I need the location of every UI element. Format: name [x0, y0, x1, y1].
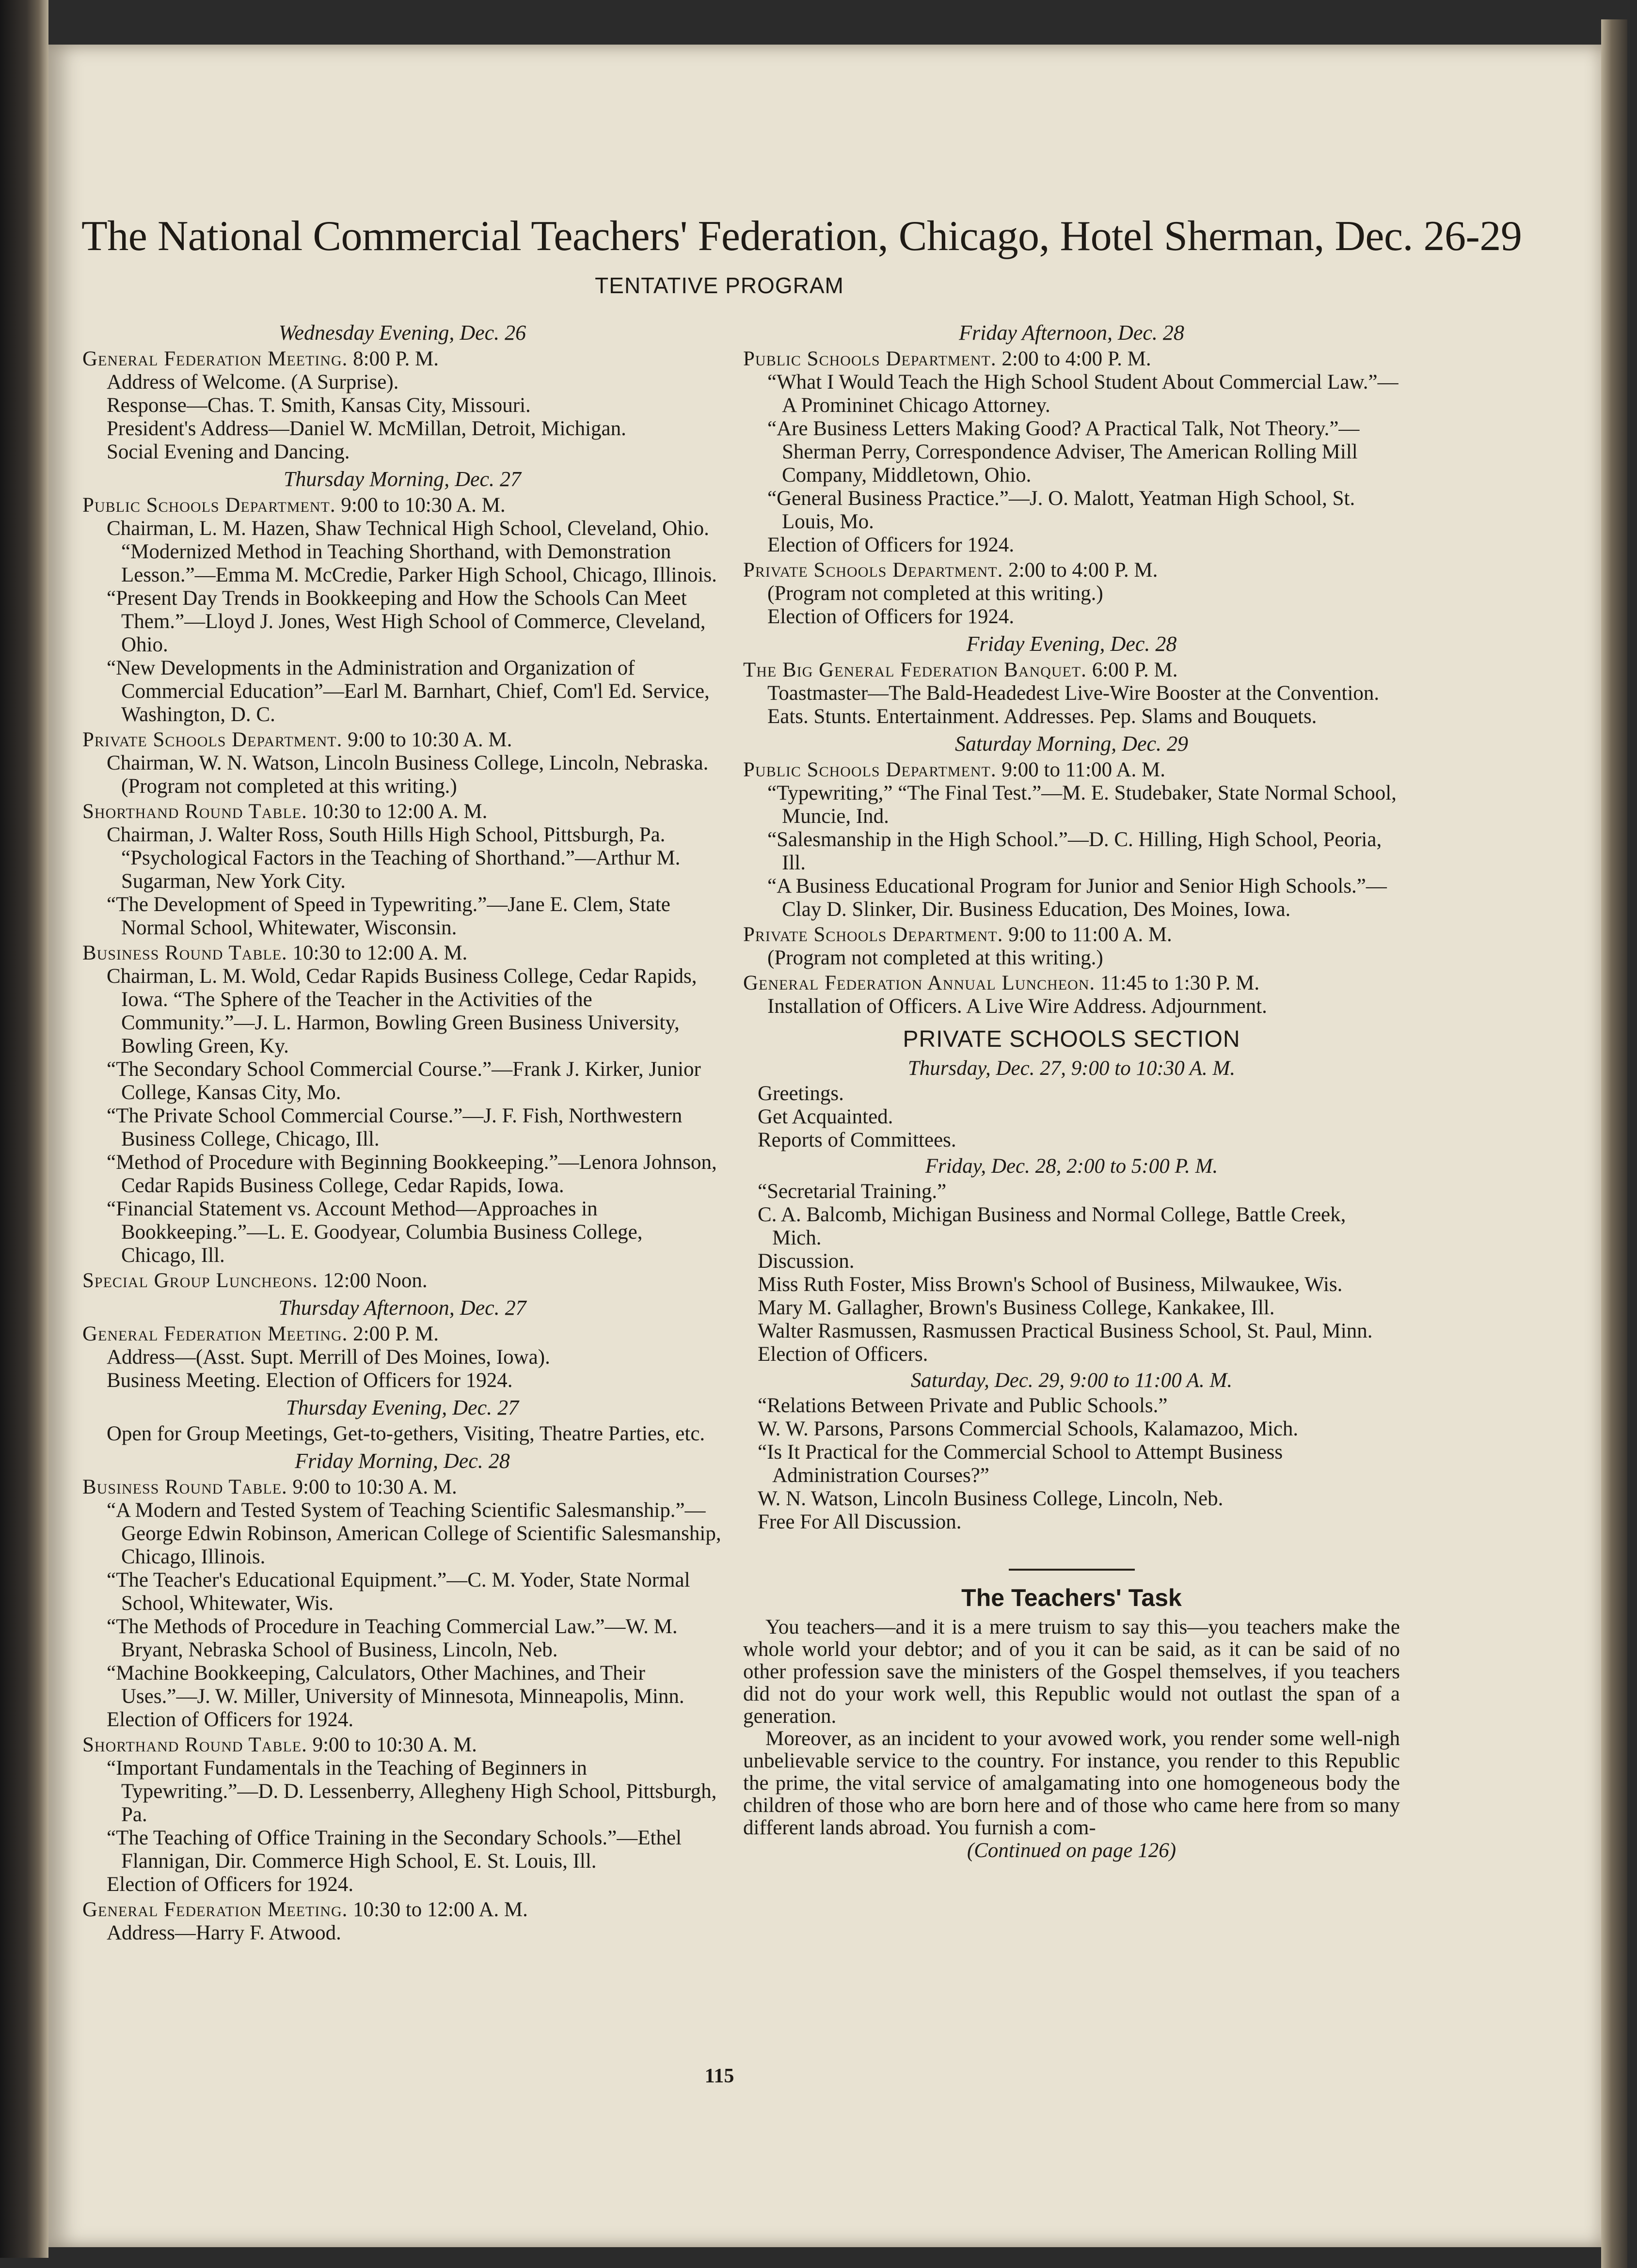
section-heading — [82, 728, 722, 752]
task-paragraph: You teachers—and it is a mere truism to say this—you teachers make the whole world your debtor; and of you it can be said, as it can be said of no other profession save the ministers of the Gospel themselves, if you teachers did not do your work well, this Republic would not outlast the span of a generation. — [743, 1616, 1400, 1728]
program-section — [82, 1476, 722, 1732]
program-item: “The Development of Speed in Typewriting.”—Jane E. Clem, State Normal School, Whitewater, Wisconsin. — [107, 893, 670, 939]
private-item: Get Acquainted. — [758, 1105, 893, 1128]
day-heading: Friday Afternoon, Dec. 28 — [959, 321, 1184, 345]
section-title: Private Schools Department. — [82, 728, 343, 751]
section-time: 12:00 Noon. — [318, 1269, 428, 1292]
program-item: “Present Day Trends in Bookkeeping and How the Schools Can Meet Them.”—Lloyd J. Jones, West High School of Commerce, Cleveland, Ohio. — [107, 587, 706, 656]
program-section — [743, 559, 1400, 629]
private-item: Mary M. Gallagher, Brown's Business College, Kankakee, Ill. — [758, 1296, 1275, 1319]
section-divider — [1009, 1569, 1135, 1571]
program-item: “Are Business Letters Making Good? A Practical Talk, Not Theory.”—Sherman Perry, Correspondence Adviser, The American Rolling Mill Company, Middletown, Ohio. — [767, 417, 1360, 487]
program-section — [82, 1323, 722, 1392]
program-item: “The Teaching of Office Training in the Secondary Schools.”—Ethel Flannigan, Dir. Commerce High School, E. St. Louis, Ill. — [107, 1827, 682, 1873]
section-heading — [743, 659, 1400, 682]
program-item: Open for Group Meetings, Get-to-gethers, Visiting, Theatre Parties, etc. — [107, 1422, 705, 1445]
program-section — [82, 942, 722, 1267]
program-subheader: TENTATIVE PROGRAM — [595, 273, 844, 298]
private-item: W. N. Watson, Lincoln Business College, Lincoln, Neb. — [758, 1487, 1224, 1510]
program-section — [82, 1733, 722, 1896]
section-time: 9:00 to 10:30 A. M. — [287, 1476, 457, 1498]
section-title: Private Schools Department. — [743, 923, 1003, 946]
program-item: “Machine Bookkeeping, Calculators, Other Machines, and Their Uses.”—J. W. Miller, University of Minnesota, Minneapolis, Minn. — [107, 1662, 684, 1708]
private-item: Reports of Committees. — [758, 1129, 956, 1151]
day-heading: Saturday Morning, Dec. 29 — [954, 732, 1189, 756]
section-title: Business Round Table. — [82, 1476, 287, 1498]
program-item: “The Teacher's Educational Equipment.”—C. M. Yoder, State Normal School, Whitewater, Wis. — [107, 1569, 690, 1615]
day-heading: Thursday Morning, Dec. 27 — [283, 467, 522, 491]
program-item: Election of Officers for 1924. — [767, 605, 1015, 628]
right-column-days — [743, 321, 1400, 1018]
private-item: Election of Officers. — [758, 1343, 928, 1366]
page-header: The National Commercial Teachers' Federation, Chicago, Hotel Sherman, Dec. 26-29 — [81, 213, 1522, 260]
section-heading — [82, 1898, 722, 1922]
private-item: Greetings. — [758, 1082, 844, 1105]
program-section — [82, 728, 722, 798]
private-item: W. W. Parsons, Parsons Commercial Schools, Kalamazoo, Mich. — [758, 1418, 1299, 1440]
section-time: 2:00 to 4:00 P. M. — [1003, 559, 1158, 582]
program-item: Toastmaster—The Bald-Headedest Live-Wire Booster at the Convention. — [767, 682, 1380, 705]
program-item: Chairman, W. N. Watson, Lincoln Business College, Lincoln, Nebraska. (Program not completed at this writing.) — [107, 752, 709, 798]
program-item: “Financial Statement vs. Account Method—Approaches in Bookkeeping.”—L. E. Goodyear, Columbia Business College, Chicago, Ill. — [107, 1197, 643, 1267]
program-section — [82, 494, 722, 726]
section-title: The Big General Federation Banquet. — [743, 659, 1087, 681]
program-item: “The Secondary School Commercial Course.”—Frank J. Kirker, Junior College, Kansas City, Mo. — [107, 1058, 701, 1104]
program-item: Social Evening and Dancing. — [107, 441, 350, 463]
section-title: Shorthand Round Table. — [82, 800, 307, 823]
section-title: General Federation Annual Luncheon. — [743, 972, 1096, 994]
private-item: Free For All Discussion. — [758, 1511, 962, 1533]
section-heading — [82, 800, 722, 823]
program-section — [82, 1422, 722, 1446]
section-time: 2:00 P. M. — [348, 1323, 439, 1345]
section-time: 11:45 to 1:30 P. M. — [1095, 972, 1260, 994]
program-item: “A Modern and Tested System of Teaching Scientific Salesmanship.”—George Edwin Robinson, American College of Scientific Salesmanship, Chicago, Illinois. — [107, 1499, 721, 1568]
program-section — [743, 347, 1400, 557]
page-number: 115 — [704, 2065, 734, 2087]
section-time: 10:30 to 12:00 A. M. — [287, 942, 468, 964]
section-time: 2:00 to 4:00 P. M. — [996, 347, 1151, 370]
section-heading — [82, 1733, 722, 1757]
program-section — [743, 659, 1400, 728]
day-heading: Friday Morning, Dec. 28 — [295, 1449, 510, 1473]
section-title: General Federation Meeting. — [82, 1898, 348, 1921]
program-item: (Program not completed at this writing.) — [767, 582, 1103, 605]
section-heading — [82, 1269, 722, 1292]
private-item: “Relations Between Private and Public Schools.” — [758, 1394, 1168, 1417]
section-title: General Federation Meeting. — [82, 347, 348, 370]
program-item: “Important Fundamentals in the Teaching of Beginners in Typewriting.”—D. D. Lessenberry, Allegheny High School, Pittsburgh, Pa. — [107, 1757, 717, 1826]
section-time: 9:00 to 10:30 A. M. — [342, 728, 512, 751]
program-section — [82, 347, 722, 464]
program-item: Installation of Officers. A Live Wire Address. Adjournment. — [767, 995, 1267, 1018]
private-item: “Secretarial Training.” — [758, 1180, 947, 1203]
program-item: “Salesmanship in the High School.”—D. C. Hilling, High School, Peoria, Ill. — [767, 828, 1382, 874]
section-title: Business Round Table. — [82, 942, 287, 964]
program-section — [743, 758, 1400, 921]
program-item: “Typewriting,” “The Final Test.”—M. E. Studebaker, State Normal School, Muncie, Ind. — [767, 782, 1397, 828]
teachers-task-body — [743, 1616, 1400, 1839]
section-title: Special Group Luncheons. — [82, 1269, 318, 1292]
program-item: “The Methods of Procedure in Teaching Commercial Law.”—W. M. Bryant, Nebraska School of Business, Lincoln, Neb. — [107, 1615, 678, 1661]
private-day-heading: Thursday, Dec. 27, 9:00 to 10:30 A. M. — [907, 1057, 1236, 1080]
task-paragraph: Moreover, as an incident to your avowed work, you render some well-nigh unbelievable service to the country. For instance, you render to this Republic the prime, the vital service of amalgamating into one homogeneous body the children of those who are born here and of those who came here from so many different lands abroad. You furnish a com- — [743, 1727, 1400, 1839]
program-item: Election of Officers for 1924. — [107, 1873, 354, 1896]
program-item: “Method of Procedure with Beginning Bookkeeping.”—Lenora Johnson, Cedar Rapids Business College, Cedar Rapids, Iowa. — [107, 1151, 717, 1197]
section-heading — [743, 347, 1400, 371]
section-heading — [743, 559, 1400, 582]
section-heading — [82, 1476, 722, 1499]
program-item: Chairman, L. M. Hazen, Shaw Technical High School, Cleveland, Ohio. “Modernized Method in Teaching Shorthand, with Demonstration Lesson.”—Emma M. McCredie, Parker High School, Chicago, Illinois. — [107, 517, 717, 586]
left-column — [82, 317, 722, 1945]
section-time: 8:00 P. M. — [348, 347, 439, 370]
program-item: Address of Welcome. (A Surprise). — [107, 371, 399, 394]
section-time: 9:00 to 11:00 A. M. — [1003, 923, 1172, 946]
program-item: Chairman, L. M. Wold, Cedar Rapids Business College, Cedar Rapids, Iowa. “The Sphere of the Teacher in the Activities of the Community.”—J. L. Harmon, Bowling Green Business University, Bowling Green, Ky. — [107, 965, 697, 1057]
section-time: 10:30 to 12:00 A. M. — [348, 1898, 528, 1921]
private-item: Miss Ruth Foster, Miss Brown's School of Business, Milwaukee, Wis. — [758, 1273, 1343, 1296]
section-heading — [743, 923, 1400, 946]
program-section — [82, 800, 722, 940]
section-heading — [82, 942, 722, 965]
program-item: Eats. Stunts. Entertainment. Addresses. Pep. Slams and Bouquets. — [767, 705, 1317, 728]
program-item: “What I Would Teach the High School Student About Commercial Law.”—A Promininet Chicago Attorney. — [767, 371, 1399, 417]
section-time: 9:00 to 11:00 A. M. — [996, 758, 1166, 781]
section-time: 9:00 to 10:30 A. M. — [335, 494, 506, 517]
section-heading — [82, 1323, 722, 1346]
program-section — [743, 923, 1400, 970]
private-item: “Is It Practical for the Commercial School to Attempt Business Administration Courses?” — [758, 1441, 1283, 1487]
program-item: Address—Harry F. Atwood. — [107, 1922, 341, 1944]
section-title: Public Schools Department. — [743, 347, 997, 370]
section-heading — [743, 758, 1400, 782]
private-section-title: PRIVATE SCHOOLS SECTION — [903, 1026, 1240, 1052]
section-time: 9:00 to 10:30 A. M. — [307, 1733, 477, 1756]
section-title: General Federation Meeting. — [82, 1323, 348, 1345]
private-item: C. A. Balcomb, Michigan Business and Normal College, Battle Creek, Mich. — [758, 1203, 1346, 1249]
program-item: Response—Chas. T. Smith, Kansas City, Missouri. — [107, 394, 531, 417]
private-day-heading: Friday, Dec. 28, 2:00 to 5:00 P. M. — [925, 1155, 1218, 1178]
section-title: Public Schools Department. — [743, 758, 997, 781]
day-heading: Friday Evening, Dec. 28 — [966, 632, 1177, 656]
section-title: Public Schools Department. — [82, 494, 336, 517]
private-item: Discussion. — [758, 1250, 855, 1273]
page-edge — [1601, 19, 1627, 2268]
program-item: “New Developments in the Administration and Organization of Commercial Education”—Earl M. Barnhart, Chief, Com'l Ed. Service, Washington, D. C. — [107, 657, 710, 726]
program-item: (Program not completed at this writing.) — [767, 946, 1103, 969]
program-item: Business Meeting. Election of Officers for 1924. — [107, 1369, 513, 1392]
private-section-days — [743, 1057, 1400, 1534]
day-heading: Wednesday Evening, Dec. 26 — [278, 321, 526, 345]
section-heading — [743, 972, 1400, 995]
teachers-task-title: The Teachers' Task — [961, 1584, 1182, 1611]
section-time: 10:30 to 12:00 A. M. — [307, 800, 488, 823]
continued-note: (Continued on page 126) — [967, 1839, 1176, 1862]
private-item: Walter Rasmussen, Rasmussen Practical Business School, St. Paul, Minn. — [758, 1320, 1373, 1342]
program-section — [743, 972, 1400, 1018]
book-spine — [0, 0, 48, 2258]
program-section — [82, 1269, 722, 1292]
private-day-heading: Saturday, Dec. 29, 9:00 to 11:00 A. M. — [910, 1369, 1233, 1392]
program-item: “The Private School Commercial Course.”—J. F. Fish, Northwestern Business College, Chicago, Ill. — [107, 1104, 683, 1150]
program-item: Election of Officers for 1924. — [767, 534, 1015, 556]
day-heading: Thursday Evening, Dec. 27 — [286, 1396, 519, 1419]
section-time: 6:00 P. M. — [1086, 659, 1178, 681]
right-column — [743, 317, 1400, 1862]
program-section — [82, 1898, 722, 1945]
program-item: Chairman, J. Walter Ross, South Hills High School, Pittsburgh, Pa. “Psychological Factors in the Teaching of Shorthand.”—Arthur M. Sugarman, New York City. — [107, 823, 681, 893]
day-heading: Thursday Afternoon, Dec. 27 — [278, 1296, 526, 1320]
program-item: “General Business Practice.”—J. O. Malott, Yeatman High School, St. Louis, Mo. — [767, 487, 1355, 533]
program-item: Address—(Asst. Supt. Merrill of Des Moines, Iowa). — [107, 1346, 550, 1369]
section-heading — [82, 347, 722, 371]
program-item: “A Business Educational Program for Junior and Senior High Schools.”—Clay D. Slinker, Dir. Business Education, Des Moines, Iowa. — [767, 875, 1387, 921]
section-title: Private Schools Department. — [743, 559, 1003, 582]
section-heading — [82, 494, 722, 517]
program-item: President's Address—Daniel W. McMillan, Detroit, Michigan. — [107, 417, 626, 440]
section-title: Shorthand Round Table. — [82, 1733, 307, 1756]
program-item: Election of Officers for 1924. — [107, 1708, 354, 1731]
